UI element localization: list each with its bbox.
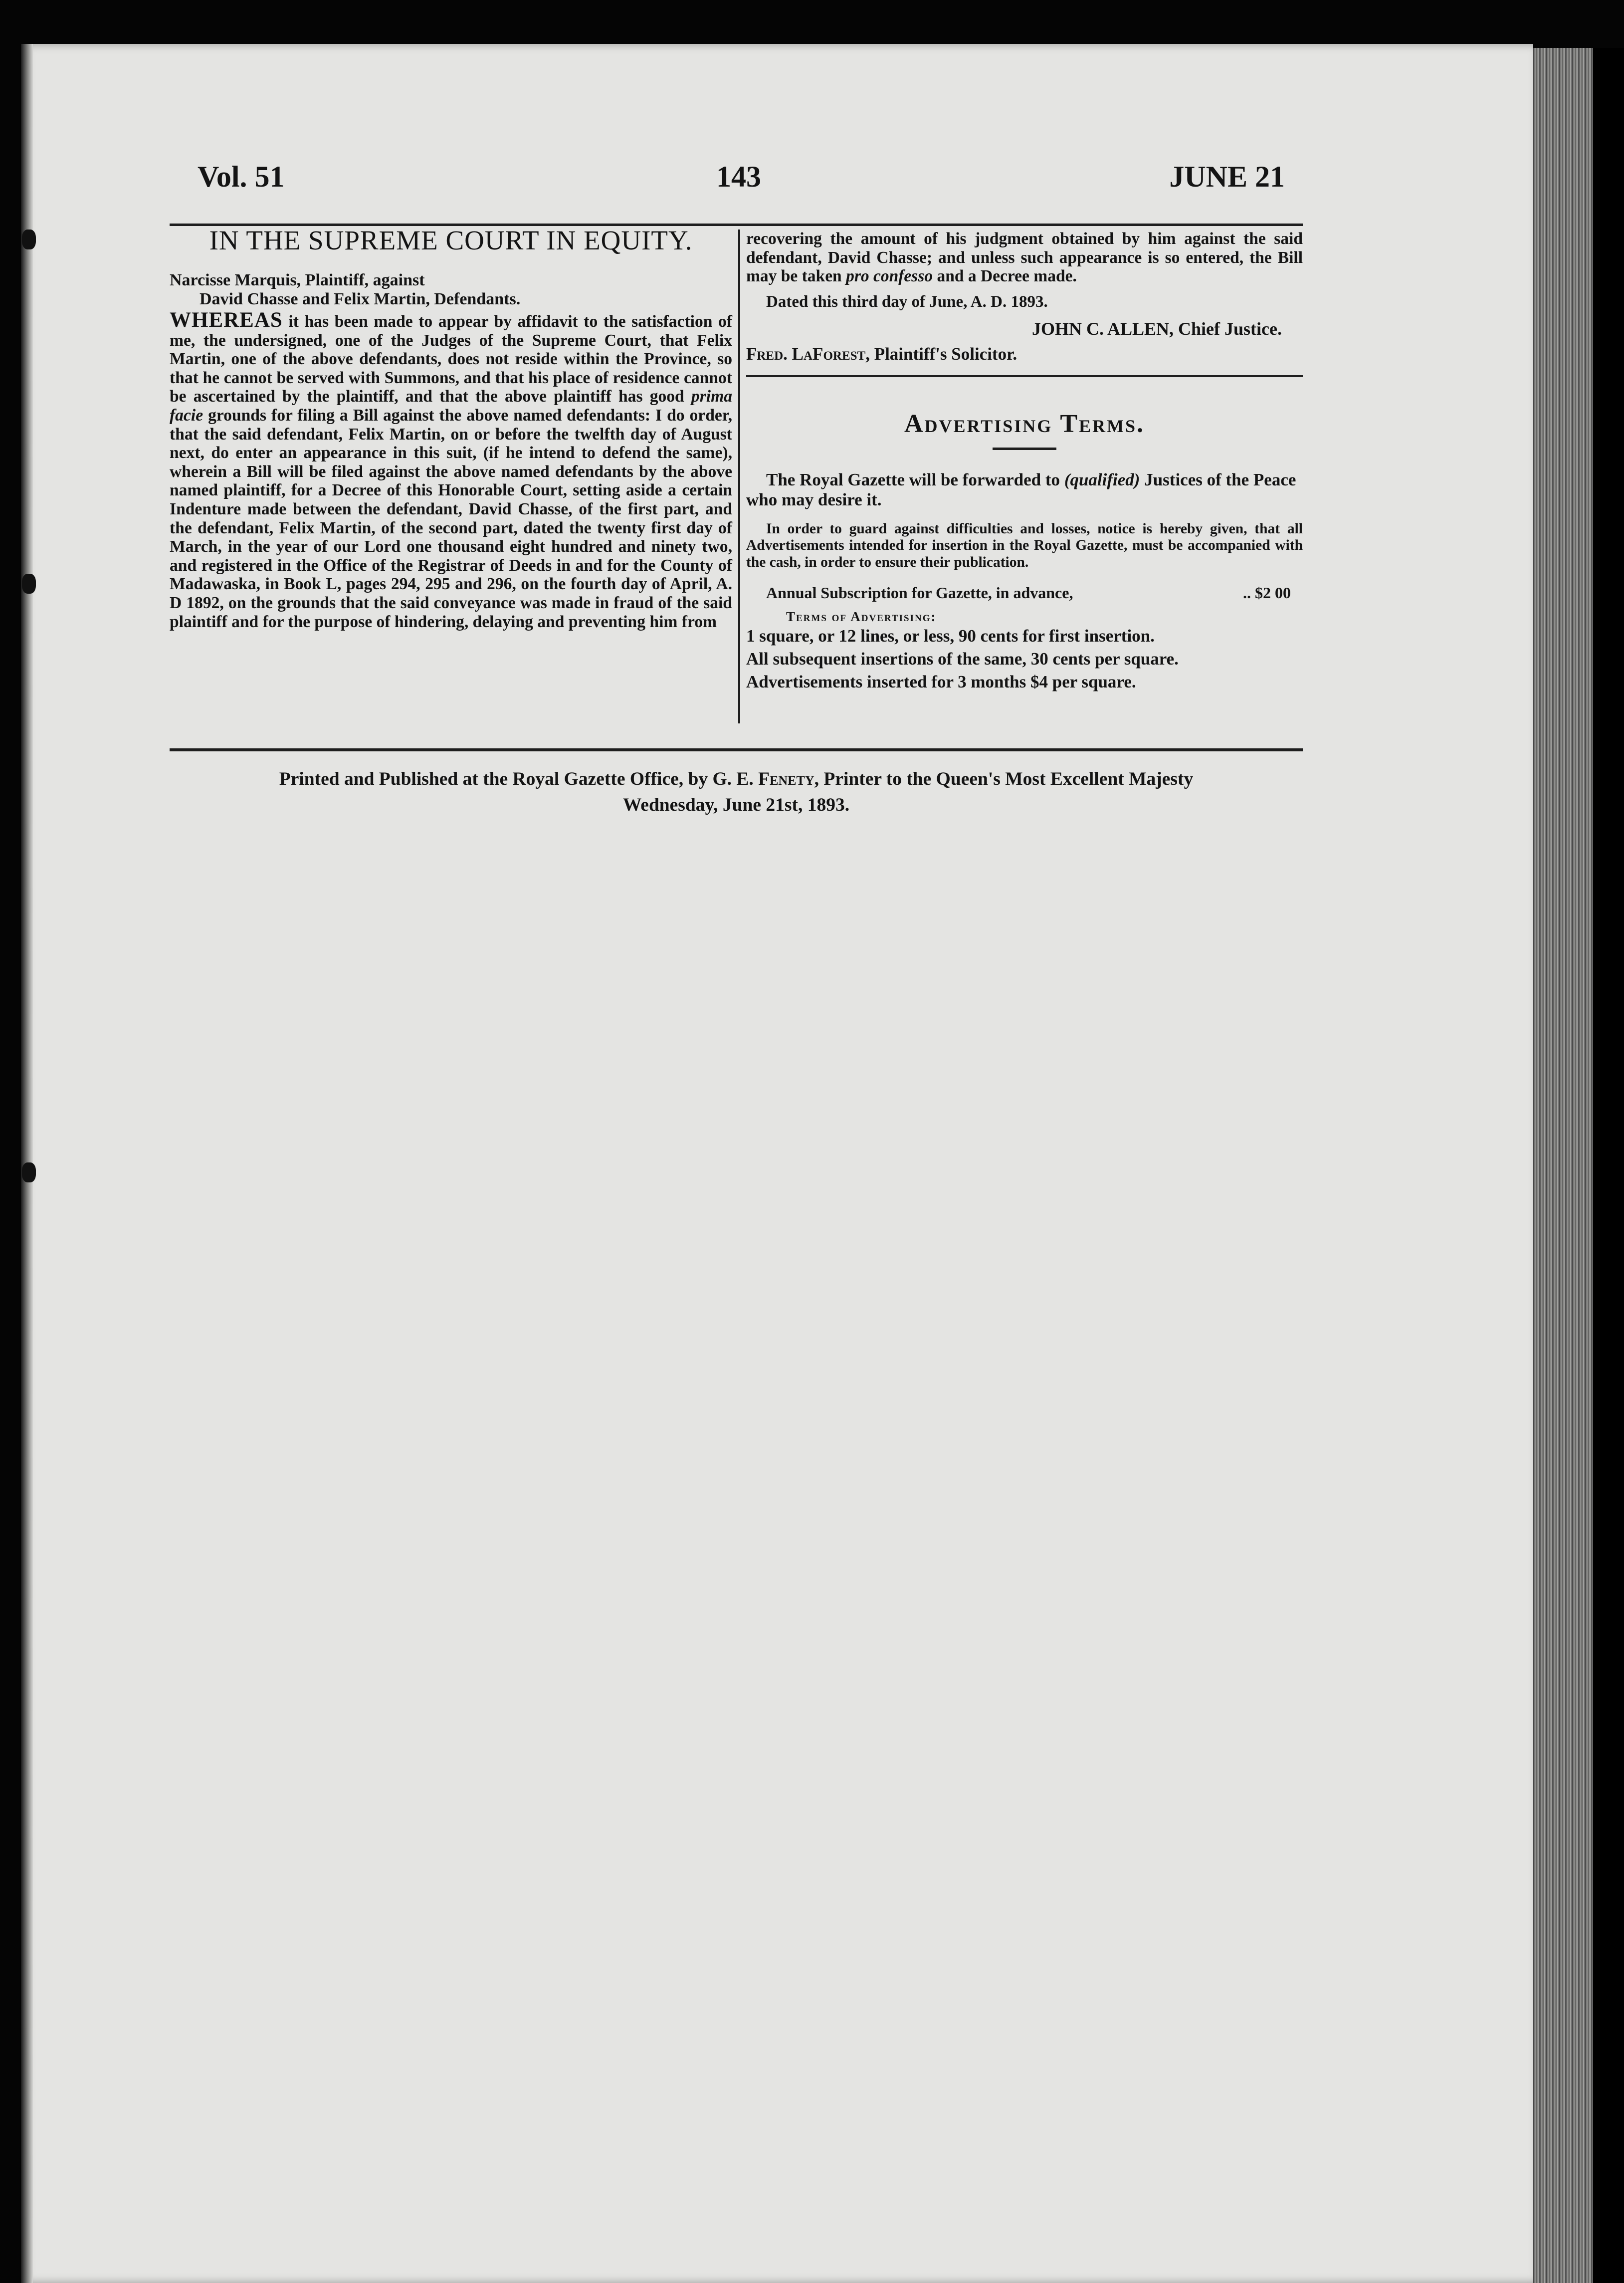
section-rule	[746, 375, 1303, 377]
notice-parties	[170, 271, 732, 309]
notice-solicitor	[746, 344, 1303, 364]
notice-title: IN THE SUPREME COURT IN EQUITY.	[209, 225, 693, 255]
volume-number: Vol. 51	[198, 160, 285, 193]
notice-latin-phrase: prima facie	[170, 387, 732, 425]
issue-date: JUNE 21	[1169, 160, 1285, 193]
terms-heading: Terms of Advertising:	[786, 609, 937, 624]
binding-hole	[22, 574, 36, 594]
notice-continuation	[746, 229, 1303, 286]
advertising-title: Advertising Terms.	[904, 409, 1145, 438]
subscription-label: Annual Subscription for Gazette, in advance,	[766, 584, 1073, 602]
imprint-text: Printed and Published at the Royal Gazette Office, by G. E.	[279, 769, 759, 789]
page-edges	[1533, 48, 1593, 2283]
imprint-line	[170, 766, 1303, 792]
advertising-payment-notice: In order to guard against difficulties and losses, notice is hereby given, that all Advertisements intended for insertion in the Royal Gazette, must be accompanied with the cash, in order to ensure their publication.	[746, 520, 1303, 570]
subscription-line	[746, 584, 1303, 602]
distribution-text: Justices of the Peace who may desire it.	[746, 469, 1296, 509]
binding-hole	[22, 229, 36, 249]
rate-three-months: Advertisements inserted for 3 months $4 per square.	[746, 672, 1136, 691]
imprint-date: Wednesday, June 21st, 1893.	[622, 795, 850, 815]
background-edge	[1593, 48, 1624, 2283]
notice-signature: JOHN C. ALLEN, Chief Justice.	[1031, 318, 1282, 339]
binding-hole	[22, 1162, 36, 1182]
distribution-qualifier: (qualified)	[1064, 469, 1140, 489]
rate-subsequent-insertion: All subsequent insertions of the same, 30 cents per square.	[746, 649, 1179, 669]
page-header	[198, 160, 1285, 210]
notice-body-text: grounds for filing a Bill against the above named defendants: I do order, that the said defendant, Felix Martin, on or before the twelfth day of August next, do enter an appearance in this suit, (if he intend to defend the same), wherein a Bill will be filed against the above named defendants by the above named plaintiff, for a Decree of this Honorable Court, setting aside a certain Indenture made between the defendant, David Chasse, of the first part, and the defendant, Felix Martin, of the second part, dated the twenty first day of March, in the year of our Lord one thousand eight hundred and ninety two, and registered in the Office of the Registrar of Deeds in and for the County of Madawaska, in Book L, pages 294, 295 and 296, on the fourth day of April, A. D 1892, on the grounds that the said conveyance was made in fraud of the said plaintiff and for the purpose of hindering, delaying and preventing him from	[170, 406, 732, 631]
footer-rule	[170, 748, 1303, 751]
notice-body	[170, 308, 732, 631]
page-number: 143	[716, 160, 761, 193]
court-notice	[170, 225, 732, 631]
notice-dated: Dated this third day of June, A. D. 1893.	[766, 292, 1048, 311]
defendants-line: David Chasse and Felix Martin, Defendants.	[200, 290, 521, 308]
subscription-price: .. $2 00	[1243, 584, 1291, 602]
solicitor-role: Plaintiff's Solicitor.	[869, 344, 1017, 364]
continuation-text: and a Decree made.	[933, 267, 1077, 285]
notice-body-text: it has been made to appear by affidavit to the satisfaction of me, the undersigned, one of the Judges of the Supreme Court, that Felix Martin, one of the above defendants, does not reside within the Province, so that he cannot be served with Summons, and that his place of residence cannot be ascertained by the plaintiff, and that the above plaintiff has good	[170, 312, 732, 406]
plaintiff-line: Narcisse Marquis, Plaintiff, against	[170, 271, 425, 289]
notice-lead-word: WHEREAS	[170, 308, 283, 332]
continuation-text: recovering the amount of his judgment obtained by him against the said defendant, David Chasse; and unless such appearance is so entered, the Bill may be taken	[746, 229, 1303, 285]
distribution-text: The Royal Gazette will be forwarded to	[766, 469, 1064, 489]
column-divider	[738, 229, 740, 723]
imprint	[170, 766, 1303, 818]
rate-first-insertion: 1 square, or 12 lines, or less, 90 cents for first insertion.	[746, 626, 1155, 646]
imprint-text: , Printer to the Queen's Most Excellent Majesty	[814, 769, 1194, 789]
continuation-latin-phrase: pro confesso	[846, 267, 933, 285]
title-underline	[993, 448, 1056, 450]
advertising-distribution	[746, 470, 1303, 510]
solicitor-name: Fred. LaForest,	[746, 344, 870, 364]
printer-name: Fenety	[758, 769, 814, 789]
right-column	[746, 229, 1303, 693]
